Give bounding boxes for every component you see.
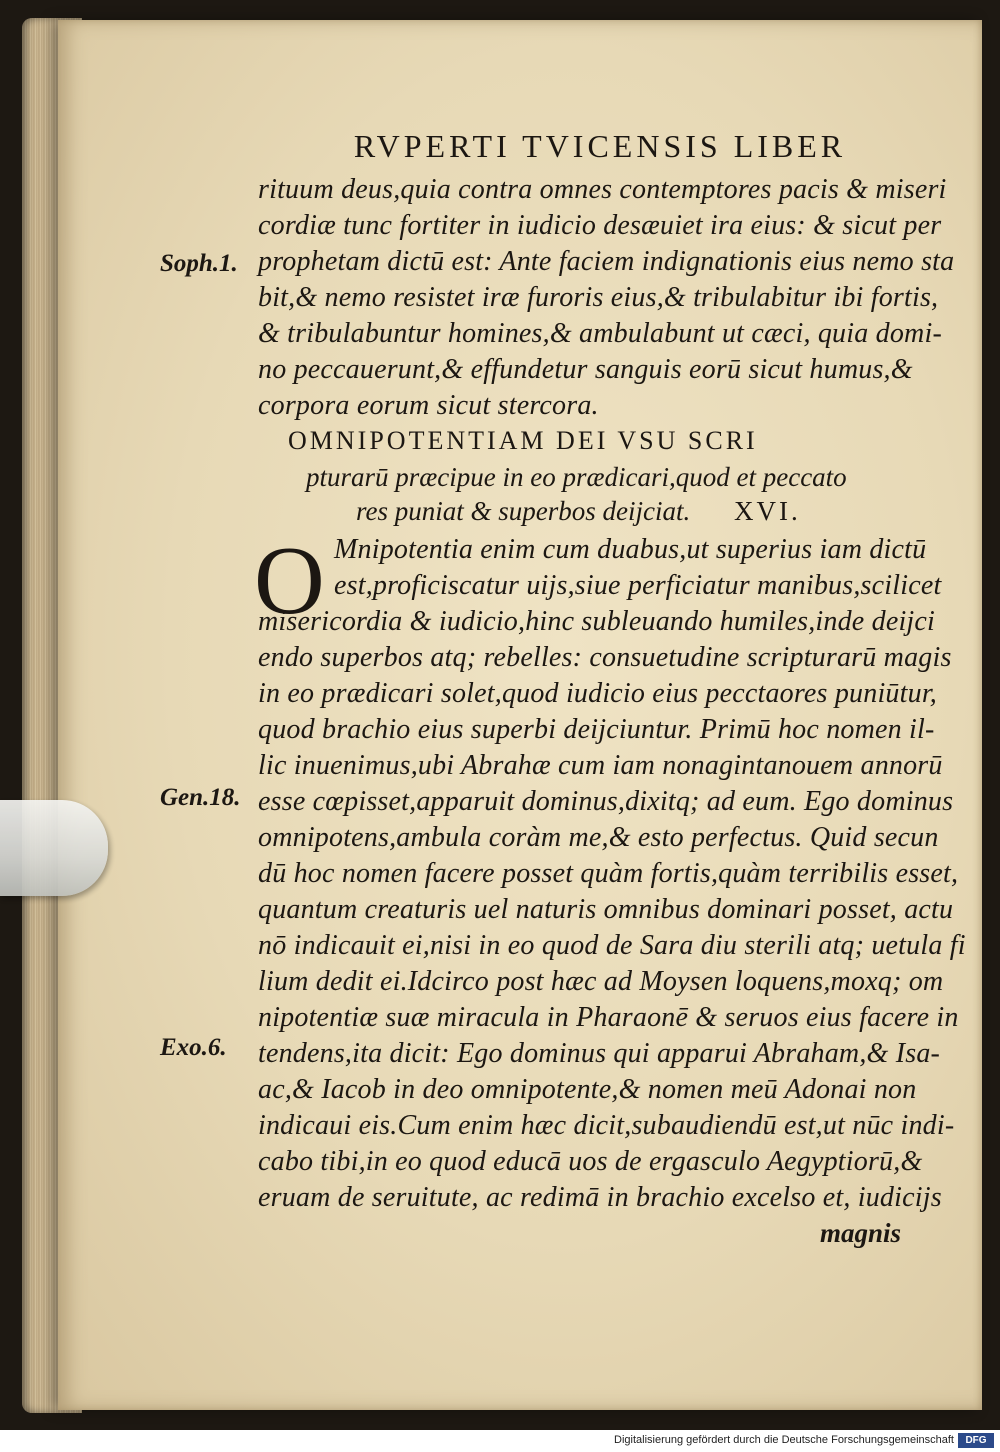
text-line: cordiæ tunc fortiter in iudicio desæuiet ira eius: & sicut per [258, 210, 942, 241]
margin-note: Soph.1. [160, 250, 238, 277]
margin-note: Gen.18. [160, 784, 241, 811]
text-line: lium dedit ei.Idcirco post hæc ad Moysen loquens,moxq; om [258, 966, 944, 997]
text-line: esse cœpisset,apparuit dominus,dixitq; ad eum. Ego dominus [258, 786, 954, 817]
text-line: Mnipotentia enim cum duabus,ut superius iam dictū [334, 534, 927, 565]
text-line: corpora eorum sicut stercora. [258, 390, 599, 421]
text-line: dū hoc nomen facere posset quàm fortis,quàm terribilis esset, [258, 858, 959, 889]
chapter-subtitle: pturarū præcipue in eo prædicari,quod et peccato [306, 462, 847, 492]
drop-cap: O [254, 527, 325, 635]
text-line: misericordia & iudicio,hinc subleuando humiles,inde deijci [258, 606, 936, 637]
text-line: no peccauerunt,& effundetur sanguis eorū sicut humus,& [258, 354, 913, 385]
text-line: & tribulabuntur homines,& ambulabunt ut cæci, quia domi- [258, 318, 942, 349]
text-line: rituum deus,quia contra omnes contemptores pacis & miseri [258, 174, 947, 205]
text-line: quantum creaturis uel naturis omnibus dominari posset, actu [258, 894, 954, 925]
text-line: ac,& Iacob in deo omnipotente,& nomen meū Adonai non [258, 1074, 917, 1105]
text-line: est,proficiscatur uijs,siue perficiatur manibus,scilicet [334, 570, 942, 601]
catchword: magnis [820, 1218, 902, 1248]
text-line: nō indicauit ei,nisi in eo quod de Sara diu sterili atq; uetula fi [258, 930, 966, 961]
text-line: lic inuenimus,ubi Abrahæ cum iam nonagintanouem annorū [258, 750, 943, 781]
text-line: indicaui eis.Cum enim hæc dicit,subaudiendū est,ut nūc indi- [258, 1110, 955, 1141]
chapter-number: XVI. [734, 496, 801, 526]
text-line: cabo tibi,in eo quod educā uos de ergasculo Aegyptiorū,& [258, 1146, 923, 1177]
dfg-logo: DFG [958, 1433, 994, 1448]
text-line: bit,& nemo resistet iræ furoris eius,& tribulabitur ibi fortis, [258, 282, 939, 313]
text-line: tendens,ita dicit: Ego dominus qui apparui Abraham,& Isa- [258, 1038, 941, 1069]
text-line: nipotentiæ suæ miracula in Pharaonē & seruos eius facere in [258, 1002, 959, 1033]
text-line: in eo prædicari solet,quod iudicio eius pecctaores puniūtur, [258, 678, 938, 709]
text-line: omnipotens,ambula coràm me,& esto perfectus. Quid secun [258, 822, 939, 853]
text-line: quod brachio eius superbi deijciuntur. Primū hoc nomen il- [258, 714, 935, 745]
footer-bar [0, 1430, 1000, 1452]
chapter-subtitle: res puniat & superbos deijciat. [356, 496, 691, 526]
running-head: RVPERTI TVICENSIS LIBER [353, 128, 847, 164]
text-line: eruam de seruitute, ac redimā in brachio excelso et, iudicijs [258, 1182, 942, 1213]
margin-note: Exo.6. [160, 1034, 227, 1061]
page-clip [0, 800, 108, 896]
footer-credit: Digitalisierung gefördert durch die Deutsche Forschungsgemeinschaft [614, 1434, 954, 1446]
chapter-title: OMNIPOTENTIAM DEI VSU SCRI [288, 426, 758, 455]
text-line: prophetam dictū est: Ante faciem indignationis eius nemo sta [258, 246, 955, 277]
text-line: endo superbos atq; rebelles: consuetudine scripturarū magis [258, 642, 952, 673]
